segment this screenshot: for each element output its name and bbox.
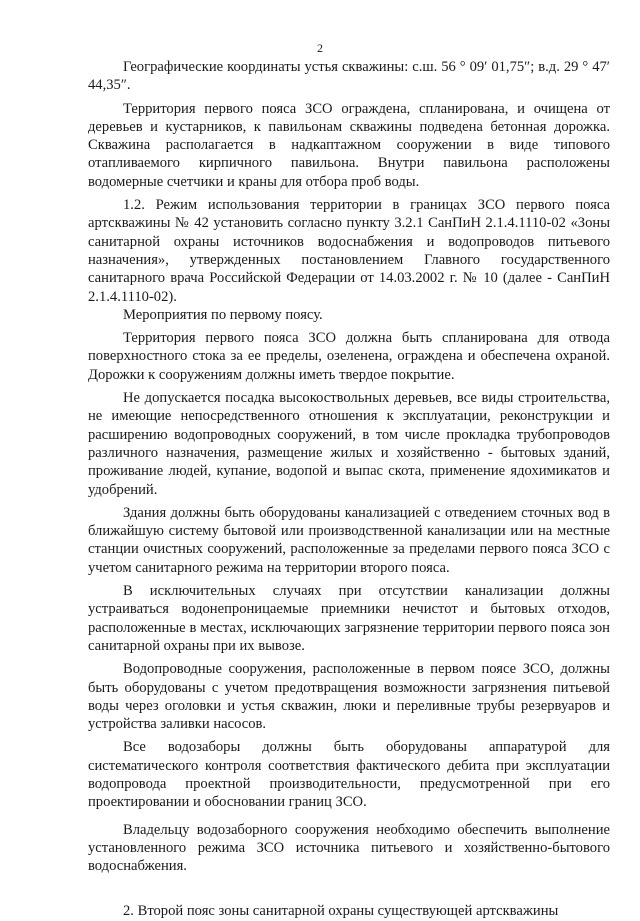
paragraph-water-intakes: Все водозаборы должны быть оборудованы аппаратурой для систематического контроля соответствия фактического дебита при эксплуатации водопровода проектной производительности, предусмотренной при его проектировании и обосновании границ ЗСО. <box>88 739 610 811</box>
paragraph-owner-duty: Владельцу водозаборного сооружения необходимо обеспечить выполнение установленного режима ЗСО источника питьевого и хозяйственно-бытового водоснабжения. <box>88 821 610 875</box>
paragraph-measures-title: Мероприятия по первому поясу. <box>123 306 323 323</box>
paragraph-sewerage: Здания должны быть оборудованы канализацией с отведением сточных вод в ближайшую систему бытовой или производственной канализации или на местные станции очистных сооружений, расположенные за пределами первого пояса ЗСО с учетом санитарного режима на территории второго пояса. <box>88 504 610 576</box>
paragraph-prohibitions: Не допускается посадка высокоствольных деревьев, все виды строительства, не имеющие непосредственного отношения к эксплуатации, реконструкции и расширению водопроводных сооружений, в том числе прокладка трубопроводов различного назначения, размещение жилых и хозяйственно - бытовых зданий, проживание людей, купание, водопой и выпас скота, применение ядохимикатов и удобрений. <box>88 390 610 498</box>
page-number: 2 <box>317 41 323 55</box>
paragraph-territory-planning: Территория первого пояса ЗСО должна быть спланирована для отвода поверхностного стока за ее пределы, озеленена, ограждена и обеспечена охраной. Дорожки к сооружениям должны иметь твердое покрытие. <box>88 330 610 383</box>
document-body <box>88 58 610 921</box>
section-heading-second-belt: 2. Второй пояс зоны санитарной охраны существующей артскважины <box>123 903 559 920</box>
paragraph-exceptional-cases: В исключительных случаях при отсутствии канализации должны устраиваться водонепроницаемые приемники нечистот и бытовых отходов, расположенные в местах, исключающих загрязнение территории первого пояса зон санитарной охраны при их вывозе. <box>88 583 610 654</box>
paragraph-territory-description: Территория первого пояса ЗСО ограждена, спланирована, и очищена от деревьев и кустарников, к павильонам скважины подведена бетонная дорожка. Скважина располагается в надкаптажном сооружении в виде типового отапливаемого кирпичного павильона. Внутри павильона расположены водомерные счетчики и краны для отбора проб воды. <box>88 100 610 190</box>
paragraph-coordinates: Географические координаты устья скважины: с.ш. 56 ° 09′ 01,75″; в.д. 29 ° 47′ 44,35″. <box>88 59 610 94</box>
paragraph-regime-1-2: 1.2. Режим использования территории в границах ЗСО первого пояса артскважины № 42 установить согласно пункту 3.2.1 СанПиН 2.1.4.1110-02 «Зоны санитарной охраны источников водоснабжения и водопроводов питьевого назначения», утвержденных постановлением Главного государственного санитарного врача Российской Федерации от 14.03.2002 г. № 10 (далее - СанПиН 2.1.4.1110-02). <box>88 197 610 305</box>
paragraph-water-facilities: Водопроводные сооружения, расположенные в первом поясе ЗСО, должны быть оборудованы с учетом предотвращения возможности загрязнения питьевой воды через оголовки и устья скважин, люки и переливные трубы резервуаров и устройства заливки насосов. <box>88 661 610 733</box>
